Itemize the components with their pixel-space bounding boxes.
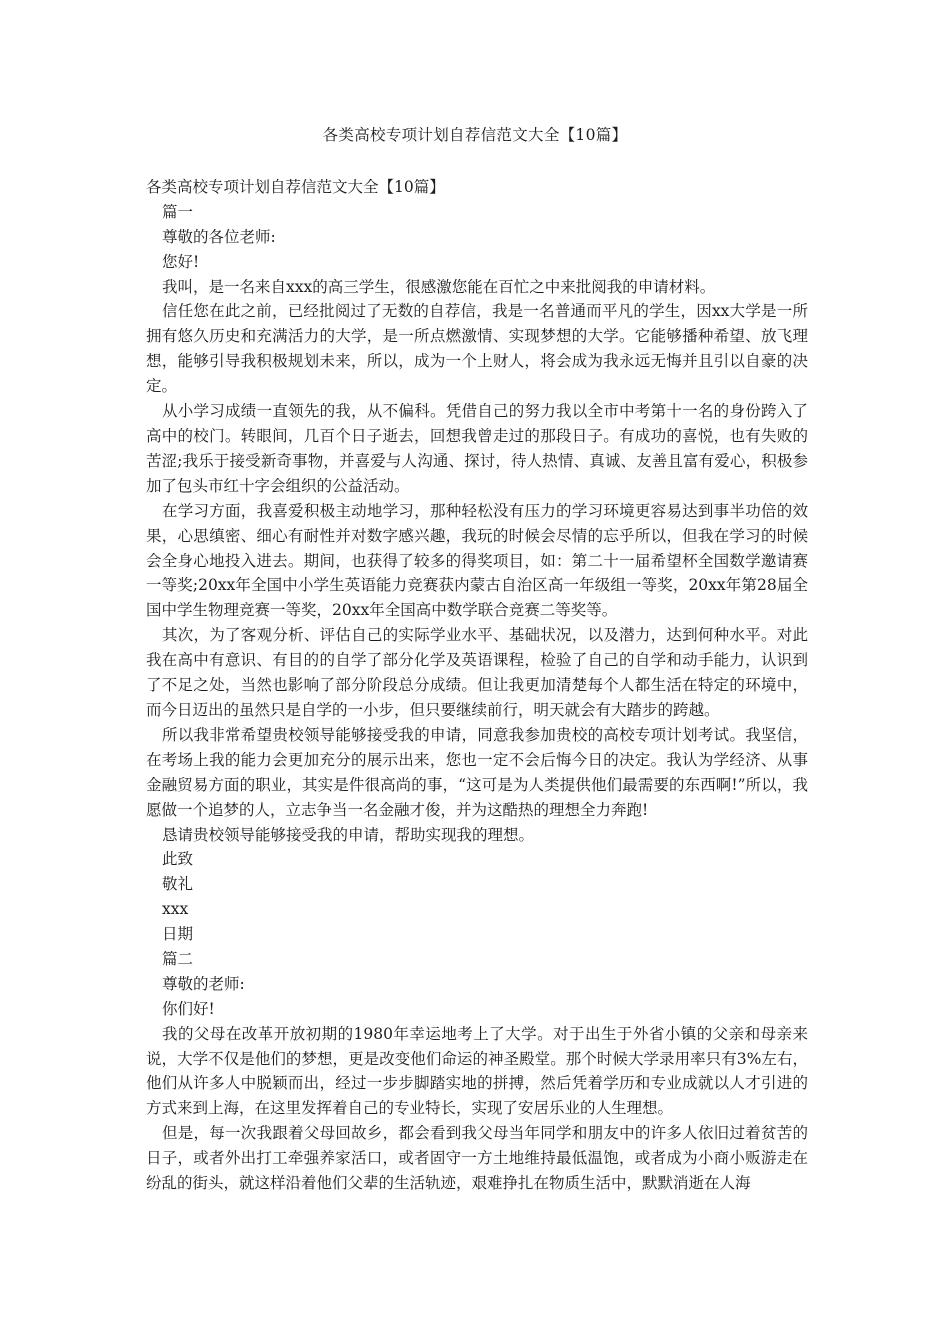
paragraph: 从小学习成绩一直领先的我，从不偏科。凭借自己的努力我以全市中考第十一名的身份跨入了高中的校门。转眼间，几百个日子逝去，回想我曾走过的那段日子。有成功的喜悦，也有失败的苦涩;我乐于接受新奇事物，并喜爱与人沟通、探讨，待人热情、真诚、友善且富有爱心，积极参加了包头市红十字会组织的公益活动。 [146, 402, 808, 495]
section-heading-2: 篇二 [162, 949, 194, 968]
paragraph: 但是，每一次我跟着父母回故乡，都会看到我父母当年同学和朋友中的许多人依旧过着贫苦的日子，或者外出打工牵强养家活口，或者固守一方土地维持最低温饱，或者成为小商小贩游走在纷乱的街头，就这样沿着他们父辈的生活轨迹，艰难挣扎在物质生活中，默默消逝在人海 [146, 1124, 808, 1193]
greeting: 你们好! [162, 999, 215, 1018]
closing-line: 此致 [162, 850, 194, 869]
paragraph: 在学习方面，我喜爱积极主动地学习，那种轻松没有压力的学习环境更容易达到事半功倍的效果，心思缜密、细心有耐性并对数字感兴趣，我玩的时候会尽情的忘乎所以，但我在学习的时候会全身心地投入进去。期间，也获得了较多的得奖项目，如：第二十一届希望杯全国数学邀请赛一等奖;20xx年全国中小学生英语能力竞赛获内蒙古自治区高一年级组一等奖，20xx年第28届全国中学生物理竞赛一等奖，20xx年全国高中数学联合竞赛二等奖等。 [146, 501, 808, 620]
document-title: 各类高校专项计划自荐信范文大全【10篇】 [322, 126, 628, 144]
paragraph: 我叫，是一名来自xxx的高三学生，很感激您能在百忙之中来批阅我的申请材料。 [162, 277, 716, 296]
paragraph: 恳请贵校领导能够接受我的申请，帮助实现我的理想。 [162, 825, 535, 844]
document-body [146, 175, 808, 1196]
salutation: 尊敬的各位老师: [162, 227, 276, 246]
paragraph: 所以我非常希望贵校领导能够接受我的申请，同意我参加贵校的高校专项计划考试。我坚信，在考场上我的能力会更加充分的展示出来，您也一定不会后悔今日的决定。我认为学经济、从事金融贸易方面的职业，其实是件很高尚的事，“这可是为人类提供他们最需要的东西啊!”所以，我愿做一个追梦的人，立志争当一名金融才俊，并为这酷热的理想全力奔跑! [146, 725, 808, 819]
paragraph: 其次，为了客观分析、评估自己的实际学业水平、基础状况，以及潜力，达到何种水平。对此我在高中有意识、有目的的自学了部分化学及英语课程，检验了自己的自学和动手能力，认识到了不足之处，当然也影响了部分阶段总分成绩。但让我更加清楚每个人都生活在特定的环境中，而今日迈出的虽然只是自学的一小步，但只要继续前行，明天就会有大踏步的跨越。 [146, 626, 808, 719]
closing-line: 敬礼 [162, 875, 194, 894]
signature: xxx [162, 900, 189, 919]
section-heading-1: 篇一 [162, 202, 194, 221]
document-subtitle: 各类高校专项计划自荐信范文大全【10篇】 [146, 178, 445, 196]
salutation: 尊敬的老师: [162, 974, 245, 993]
greeting: 您好! [162, 252, 200, 271]
paragraph: 信任您在此之前，已经批阅过了无数的自荐信，我是一名普通而平凡的学生，因xx大学是一所拥有悠久历史和充满活力的大学，是一所点燃激情、实现梦想的大学。它能够播种希望、放飞理想，能够引导我积极规划未来，所以，成为一个上财人，将会成为我永远无悔并且引以自豪的决定。 [146, 302, 808, 396]
paragraph: 我的父母在改革开放初期的1980年幸运地考上了大学。对于出生于外省小镇的父亲和母亲来说，大学不仅是他们的梦想，更是改变他们命运的神圣殿堂。那个时候大学录用率只有3%左右，他们从许多人中脱颖而出，经过一步步脚踏实地的拼搏，然后凭着学历和专业成就以人才引进的方式来到上海，在这里发挥着自己的专业特长，实现了安居乐业的人生理想。 [146, 1024, 808, 1118]
date-line: 日期 [162, 925, 194, 944]
